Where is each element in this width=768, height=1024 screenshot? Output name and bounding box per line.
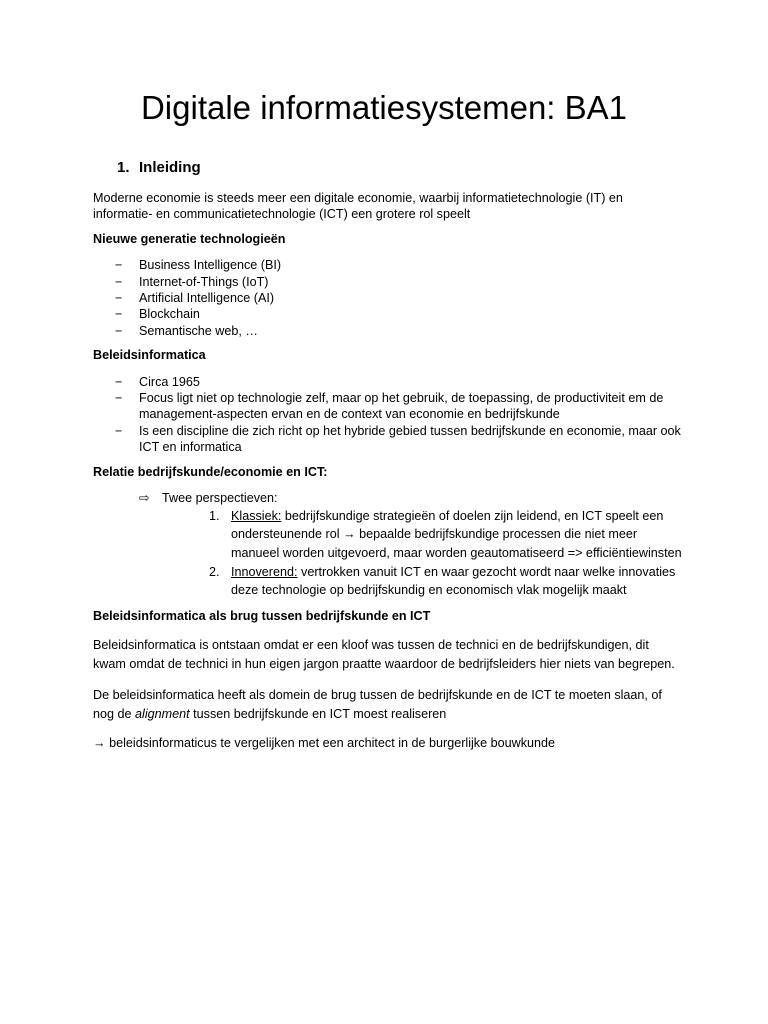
- list-item: − Business Intelligence (BI): [115, 258, 282, 273]
- perspective-text: bedrijfskundige strategieën of doelen zijn leidend, en ICT speelt een ondersteunende rol → bepaalde bedrijfskundige processen die niet meer manueel worden uitgevoerd, maar worden geautomatiseerd => efficiëntiewinsten: [231, 508, 682, 560]
- list-item: − Circa 1965: [115, 374, 200, 389]
- brug-heading: Beleidsinformatica als brug tussen bedrijfskunde en ICT: [93, 609, 431, 624]
- new-gen-heading: Nieuwe generatie technologieën: [93, 231, 286, 246]
- beleid-heading: Beleidsinformatica: [93, 348, 206, 363]
- list-item: [209, 563, 683, 600]
- list-item: − Blockchain: [115, 307, 200, 322]
- item-number: 2.: [209, 564, 220, 579]
- brug-paragraph-3: → beleidsinformaticus te vergelijken met een architect in de burgerlijke bouwkunde: [93, 736, 556, 751]
- item-number: 1.: [209, 508, 220, 523]
- new-gen-list: [93, 257, 683, 339]
- dash-bullet: −: [115, 258, 123, 273]
- perspective-label: Klassiek:: [231, 508, 282, 523]
- section-heading: [93, 158, 683, 178]
- document-title: Digitale informatiesystemen: BA1: [140, 89, 628, 126]
- perspective-label: Innoverend:: [231, 564, 298, 579]
- perspectives-block: [93, 490, 683, 600]
- dash-bullet: −: [115, 374, 123, 389]
- dash-bullet: −: [115, 391, 123, 406]
- section-number: 1.: [117, 159, 130, 176]
- arrow-right-icon: ⇨: [139, 491, 150, 506]
- relatie-heading: Relatie bedrijfskunde/economie en ICT:: [93, 464, 328, 479]
- beleid-list: [93, 374, 683, 456]
- list-item: [209, 507, 683, 563]
- list-item: − Internet-of-Things (IoT): [115, 274, 269, 289]
- brug-paragraph-2: De beleidsinformatica heeft als domein de brug tussen de bedrijfskunde en de ICT te moeten slaan, of nog de alignment tussen bedrijfskunde en ICT moest realiseren: [93, 687, 662, 721]
- perspective-text: vertrokken vanuit ICT en waar gezocht wordt naar welke innovaties deze technologie op bedrijfskundig en economisch vlak mogelijk maakt: [231, 564, 676, 598]
- dash-bullet: −: [115, 291, 123, 306]
- section-title: Inleiding: [139, 159, 201, 176]
- list-item: − Artificial Intelligence (AI): [115, 291, 275, 306]
- dash-bullet: −: [115, 423, 123, 438]
- dash-bullet: −: [115, 274, 123, 289]
- brug-paragraph-1: Beleidsinformatica is ontstaan omdat er een kloof was tussen de technici en de bedrijfskundigen, dit kwam omdat de technici in hun eigen jargon praatte waardoor de bedrijfsleiders hier niets van begrepen.: [93, 638, 675, 672]
- list-item: − Semantische web, …: [115, 323, 258, 338]
- perspectives-lead: Twee perspectieven:: [162, 491, 278, 506]
- list-item: − Focus ligt niet op technologie zelf, maar op het gebruik, de toepassing, de productiviteit em de management-aspecten ervan en de context van economie en bedrijfskunde: [115, 391, 664, 422]
- list-item: − Is een discipline die zich richt op het hybride gebied tussen bedrijfskunde en economie, maar ook ICT en informatica: [115, 423, 681, 455]
- dash-bullet: −: [115, 307, 123, 322]
- intro-paragraph: Moderne economie is steeds meer een digitale economie, waarbij informatietechnologie (IT) en informatie- en communicatietechnologie (ICT) een grotere rol speelt: [93, 191, 623, 222]
- dash-bullet: −: [115, 323, 123, 338]
- alignment-term: alignment: [135, 706, 190, 721]
- perspectives-list: [139, 507, 683, 601]
- document-body: [93, 158, 683, 760]
